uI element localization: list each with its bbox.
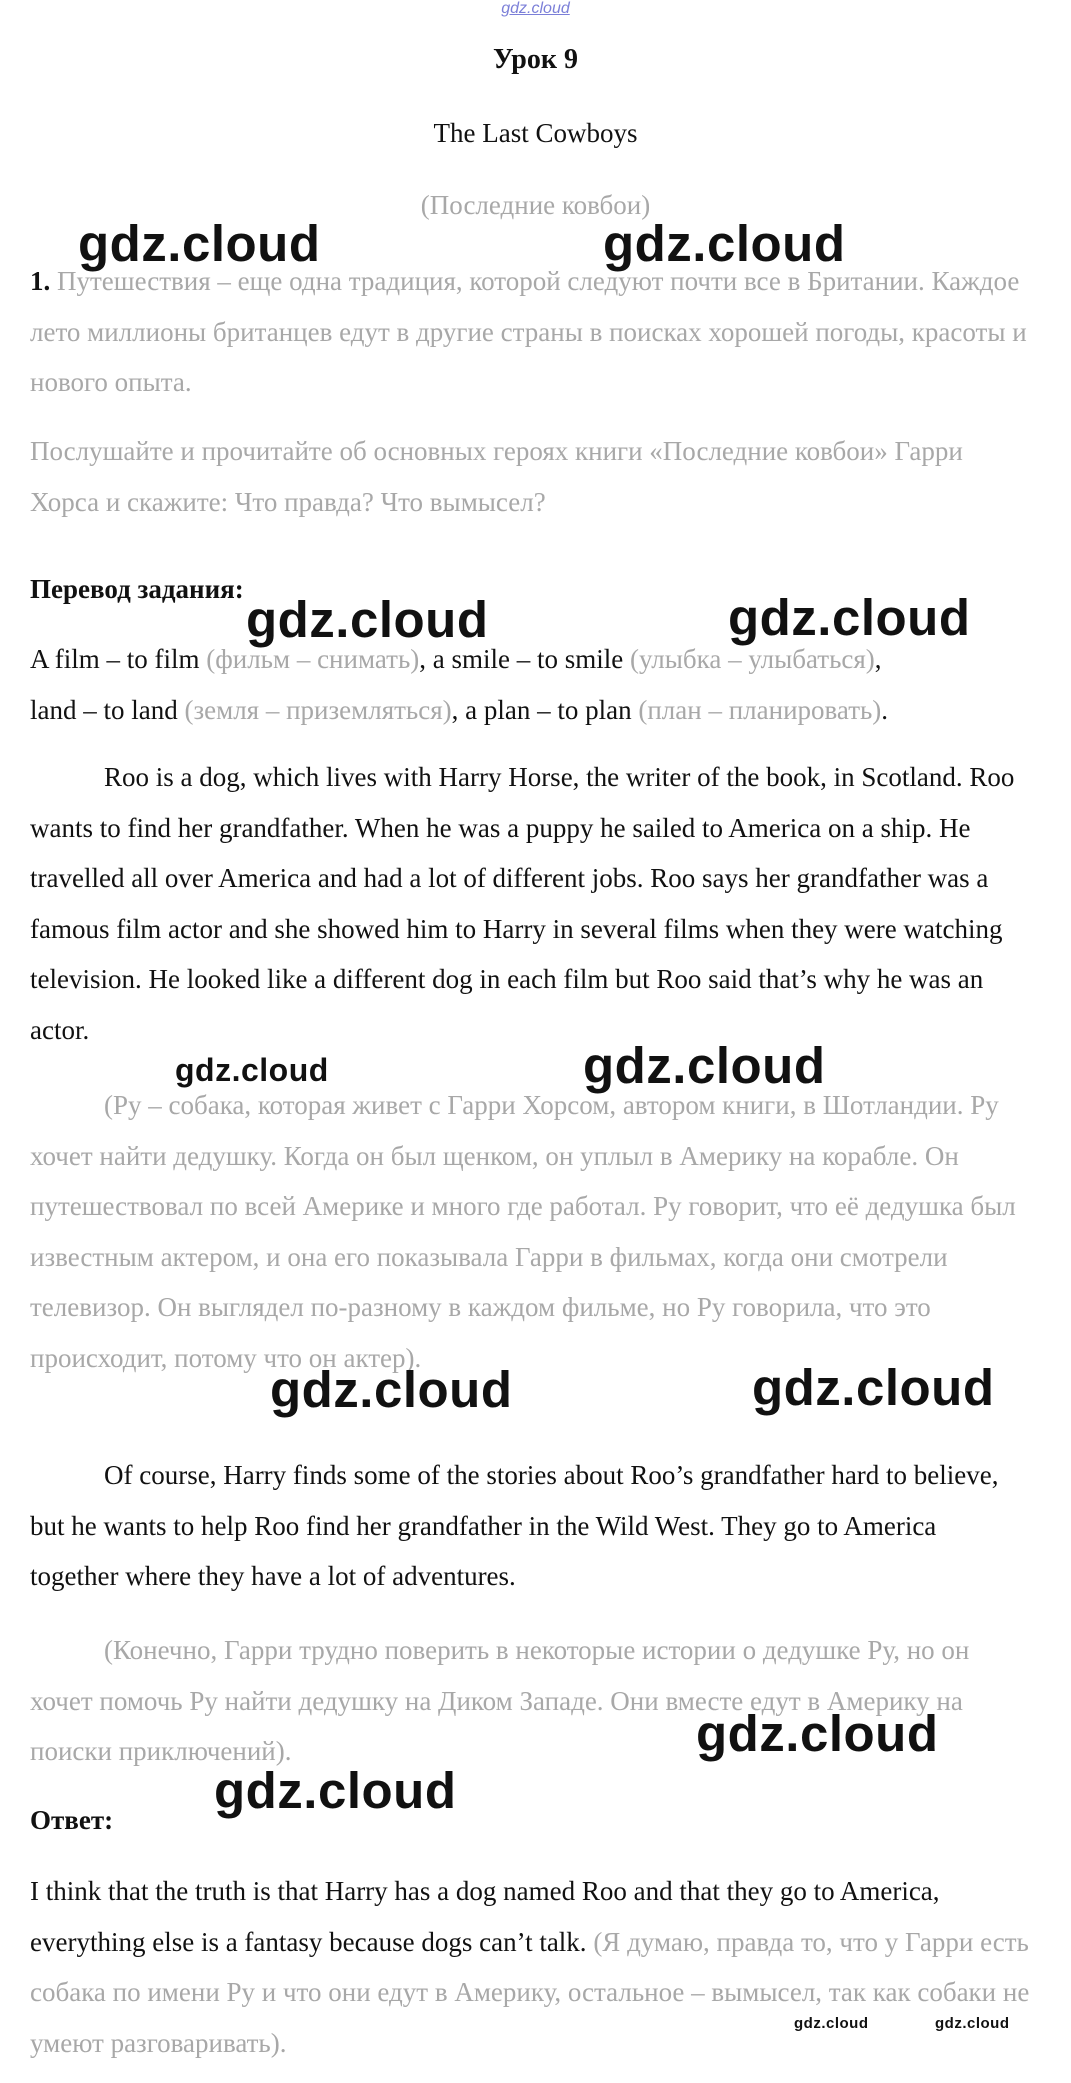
word-pair-sep: , <box>419 644 433 674</box>
top-source-link[interactable]: gdz.cloud <box>501 0 570 17</box>
watermark: gdz.cloud <box>78 215 321 272</box>
paragraph-1-ru: (Ру – собака, которая живет с Гарри Хорсом, автором книги, в Шотландии. Ру хочет найти дедушку. Когда он был щенком, он уплыл в Америку на корабле. Он путешествовал по всей Америке и много где работал. Ру говорит, что её дедушка был известным актером, и она его показывала Гарри в фильмах, когда они смотрели телевизор. Он выглядел по-разному в каждом фильме, но Ру говорила, что это происходит, потому что он актер). <box>30 1090 1016 1373</box>
task-text: Путешествия – еще одна традиция, которой следуют почти все в Британии. Каждое лето миллионы британцев едут в другие страны в поисках хорошей погоды, красоты и нового опыта. <box>30 266 1027 397</box>
answer-label: Ответ: <box>30 1805 114 1835</box>
watermark: gdz.cloud <box>603 215 846 272</box>
word-pair-en: a smile – to smile <box>432 644 624 674</box>
watermark: gdz.cloud <box>270 1361 513 1418</box>
word-pair-ru: (план – планировать) <box>638 694 882 725</box>
word-pair-sep: , <box>451 694 466 725</box>
word-pair-en: land – to land <box>30 694 178 725</box>
watermark: gdz.cloud <box>794 2015 869 2032</box>
watermark: gdz.cloud <box>728 589 971 646</box>
word-pair-ru: (земля – приземляться) <box>184 694 452 725</box>
answer-en: I think that the truth is that Harry has a dog named Roo and that they go to America, everything else is a fantasy because dogs can’t talk. <box>30 1876 940 1957</box>
watermark: gdz.cloud <box>214 1762 457 1819</box>
word-pairs <box>30 634 1030 735</box>
paragraph-2-ru: (Конечно, Гарри трудно поверить в некоторые истории о дедушке Ру, но он хочет помочь Ру найти дедушку на Диком Западе. Они вместе едут в Америку на поиски приключений). <box>30 1635 970 1766</box>
task-instruction: Послушайте и прочитайте об основных героях книги «Последние ковбои» Гарри Хорса и скажите: Что правда? Что вымысел? <box>30 436 963 517</box>
watermark: gdz.cloud <box>175 1052 329 1088</box>
paragraph-1-en: Roo is a dog, which lives with Harry Horse, the writer of the book, in Scotland. Roo wants to find her grandfather. When he was a puppy he sailed to America on a ship. He travelled all over America and had a lot of different jobs. Roo says her grandfather was a famous film actor and she showed him to Harry in several films when they were watching television. He looked like a different dog in each film but Roo said that’s why he was an actor. <box>30 762 1015 1045</box>
answer-paragraph <box>30 1866 1030 2068</box>
word-pair-ru: (улыбка – улыбаться) <box>629 644 875 674</box>
task-number: 1. <box>30 266 51 296</box>
watermark: gdz.cloud <box>696 1705 939 1762</box>
lesson-title: Урок 9 <box>493 44 578 75</box>
watermark: gdz.cloud <box>935 2015 1010 2032</box>
paragraph-2-en: Of course, Harry finds some of the stories about Roo’s grandfather hard to believe, but he wants to help Roo find her grandfather in the Wild West. They go to America together where they have a lot of adventures. <box>30 1460 999 1591</box>
word-pair-en: a plan – to plan <box>465 694 632 725</box>
translation-label: Перевод задания: <box>30 574 244 604</box>
task-paragraph <box>30 256 1030 408</box>
watermark: gdz.cloud <box>583 1037 826 1094</box>
text-title-translation: (Последние ковбои) <box>420 190 651 220</box>
word-pair-en: A film – to film <box>30 644 200 674</box>
answer-ru: (Я думаю, правда то, что у Гарри есть собака по имени Ру и что они едут в Америку, остальное – вымысел, так как собаки не умеют разговаривать). <box>30 1926 1030 2058</box>
text-title: The Last Cowboys <box>433 118 638 148</box>
watermark: gdz.cloud <box>752 1359 995 1416</box>
watermark: gdz.cloud <box>246 591 489 648</box>
word-pair-ru: (фильм – снимать) <box>206 644 420 674</box>
word-pair-sep: . <box>881 694 889 725</box>
word-pair-sep: , <box>874 644 882 674</box>
